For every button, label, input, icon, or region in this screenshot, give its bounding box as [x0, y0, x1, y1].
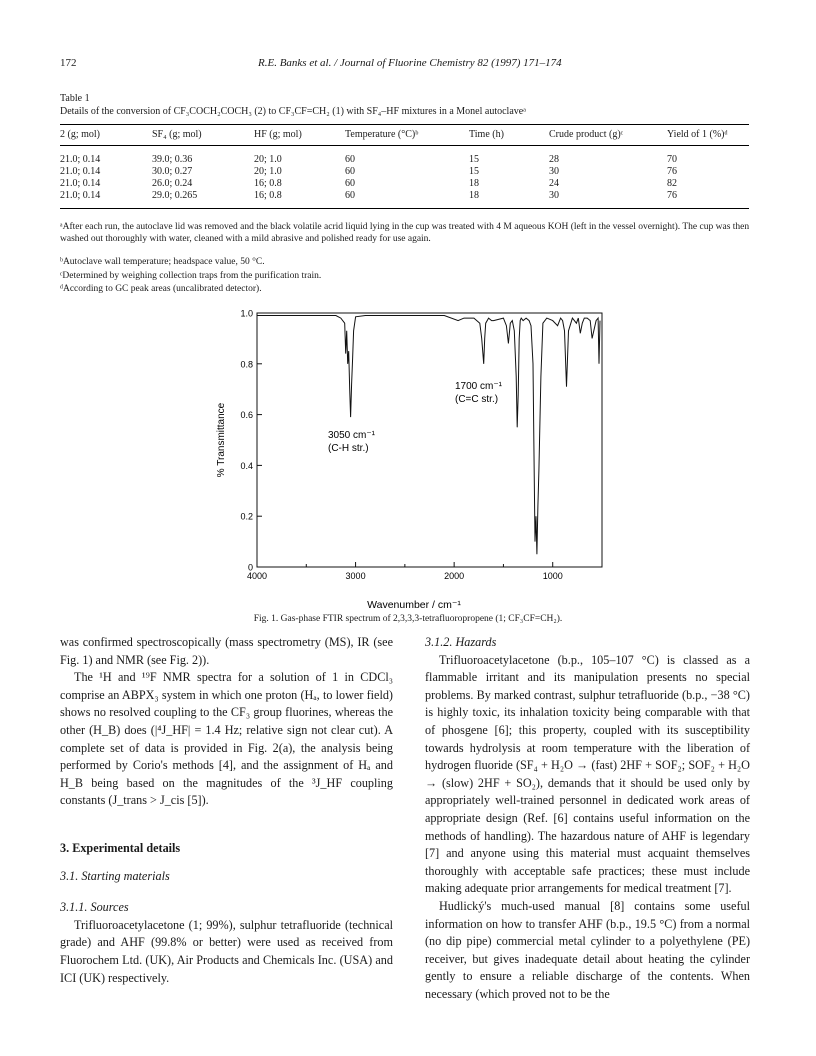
table-header-row [60, 125, 749, 146]
table-footnote: ᵈAccording to GC peak areas (uncalibrated detector). [60, 284, 262, 294]
annotation-cc-stretch-wavenumber: 1700 cm⁻¹ [455, 381, 502, 392]
plot-frame [257, 313, 602, 567]
table-cell: 60 [345, 166, 355, 177]
paragraph: was confirmed spectroscopically (mass spectrometry (MS), IR (see Fig. 1) and NMR (see Fig. 2)). [60, 635, 393, 667]
figure-caption: Fig. 1. Gas-phase FTIR spectrum of 2,3,3,3-tetrafluoropropene (1; CF₃CF=CH₂). [253, 614, 563, 624]
table-row [60, 166, 749, 178]
right-column [425, 634, 750, 1003]
running-head: R.E. Banks et al. / Journal of Fluorine Chemistry 82 (1997) 171–174 [258, 57, 562, 69]
column-header: Crude product (g)ᶜ [549, 125, 667, 146]
y-tick-label: 0.8 [240, 359, 253, 370]
table-cell: 18 [469, 190, 549, 209]
y-tick-label: 1.0 [240, 308, 253, 319]
table-cell: 30.0; 0.27 [152, 166, 193, 177]
table-cell: 76 [667, 166, 677, 177]
annotation-cc-stretch-label: (C=C str.) [455, 394, 499, 405]
table-cell: 60 [345, 190, 469, 209]
page-number: 172 [60, 57, 77, 69]
table-cell: 21.0; 0.14 [60, 154, 101, 165]
table-cell: 24 [549, 178, 559, 189]
paragraph: Trifluoroacetylacetone (b.p., 105–107 °C) is classed as a flammable irritant and its manipulation presents no special problems. By marked contrast, sulphur tetrafluoride (b.p., −38 °C) is highly toxic, its inhalation toxicity being comparable with that of phosgene [6]; this property, coupled with its susceptibility towards hydrolysis at room temperature with the liberation of hydrogen fluoride (SF₄ + H₂O → (fast) 2HF + SOF₂; SOF₂ + H₂O → (slow) 2HF + SO₂), demands that it should be used only by appropriately well-trained personnel in dedicated work areas of appropriate design (Ref. [6] contains useful information on the methods of handling). The hazardous nature of AHF is legendary [7] and anyone using this material must acquaint themselves thoroughly with acceptable safe practices; these must include making adequate prior arrangements for medical treatment [7]. [425, 652, 750, 896]
table-cell: 21.0; 0.14 [60, 166, 101, 177]
table-cell: 26.0; 0.24 [152, 178, 193, 189]
column-header: HF (g; mol) [254, 125, 345, 146]
table-label: Table 1 [60, 93, 90, 104]
paragraph: The ¹H and ¹⁹F NMR spectra for a solution of 1 in CDCl₃ comprise an ABPX₃ system in which one proton (Hₐ, to lower field) shows no resolved coupling to the CF₃ group fluorines, whereas the other (H_B) does (|⁴J_HF| = 1.4 Hz; relative sign not clear cut). A complete set of data is provided in Fig. 2(a), the analysis being performed by Corio's methods [4], and the assignment of Hₐ and H_B being based on the magnitudes of the ³J_HF coupling constants (J_trans > J_cis [5]). [60, 670, 393, 808]
data-table [60, 124, 749, 209]
paragraph: Trifluoroacetylacetone (1; 99%), sulphur tetrafluoride (technical grade) and AHF (99.8% or better) were used as received from Fluorochem Ltd. (UK), Air Products and Chemicals Inc. (USA) and ICI (UK) respectively. [60, 917, 393, 985]
table-row [60, 178, 749, 190]
column-header: 2 (g; mol) [60, 125, 152, 146]
subsubsection-heading: 3.1.2. Hazards [425, 635, 497, 649]
table-cell: 30 [549, 190, 667, 209]
table-footnote: ᶜDetermined by weighing collection traps from the purification train. [60, 271, 322, 281]
x-tick-label: 3000 [345, 571, 366, 581]
y-axis-label: % Transmittance [216, 402, 227, 478]
section-heading: 3. Experimental details [60, 840, 181, 855]
table-cell: 21.0; 0.14 [60, 190, 152, 209]
x-tick-label: 2000 [444, 571, 465, 581]
table-cell: 70 [667, 154, 677, 165]
table-caption: Details of the conversion of CF₃COCH₂COCH₃ (2) to CF₃CF=CH₂ (1) with SF₄–HF mixtures in a Monel autoclaveᵃ [60, 106, 526, 117]
column-header: Yield of 1 (%)ᵈ [667, 125, 749, 146]
x-axis-label: Wavenumber / cm⁻¹ [367, 599, 461, 611]
plot-border [257, 313, 602, 567]
column-header: Temperature (°C)ᵇ [345, 125, 469, 146]
table-row [60, 190, 749, 209]
x-axis-ticks [247, 562, 563, 581]
table-cell: 30 [549, 166, 559, 177]
table-cell: 82 [667, 178, 677, 189]
table-footnote: ᵃAfter each run, the autoclave lid was removed and the black volatile acrid liquid lying in the cup was treated with 4 M aqueous KOH (left in the vessel overnight). The cup was then washed out thoroughly with water, cleaned with a mild abrasive and polished ready for use again. [60, 222, 750, 245]
table-cell: 60 [345, 178, 355, 189]
y-axis-ticks [240, 309, 262, 573]
table-cell: 15 [469, 166, 479, 177]
y-tick-label: 0 [247, 562, 253, 573]
table-row [60, 146, 749, 167]
table-cell: 28 [549, 154, 559, 165]
y-tick-label: 0.6 [240, 410, 253, 421]
table-cell: 20; 1.0 [254, 166, 282, 177]
y-tick-label: 0.2 [240, 511, 253, 522]
annotation-ch-stretch-wavenumber: 3050 cm⁻¹ [328, 430, 375, 441]
table-cell: 18 [469, 178, 479, 189]
column-header: Time (h) [469, 125, 549, 146]
table-cell: 21.0; 0.14 [60, 178, 101, 189]
table-cell: 16; 0.8 [254, 190, 345, 209]
table-cell: 39.0; 0.36 [152, 154, 193, 165]
table-cell: 29.0; 0.265 [152, 190, 254, 209]
left-column [60, 634, 393, 987]
paragraph: Hudlický's much-used manual [8] contains some useful information on how to transfer AHF (b.p., 19.5 °C) from a normal (no dip pipe) commercial metal cylinder to a polyethylene (PE) receiver, but gives inadequate detail about heating the cylinder gently to ensure a reliable discharge of the contents. When necessary (which proved not to be the [425, 898, 750, 1001]
ftir-spectrum-chart [200, 305, 620, 613]
table-cell: 16; 0.8 [254, 178, 282, 189]
subsection-heading: 3.1. Starting materials [60, 868, 170, 883]
subsubsection-heading: 3.1.1. Sources [60, 900, 129, 915]
annotation-ch-stretch-label: (C-H str.) [328, 443, 369, 454]
table-cell: 15 [469, 154, 479, 165]
table-footnote: ᵇAutoclave wall temperature; headspace value, 50 °C. [60, 257, 265, 267]
column-header: SF₄ (g; mol) [152, 125, 254, 146]
table-cell: 20; 1.0 [254, 154, 282, 165]
spectrum-series-line [257, 316, 600, 555]
x-tick-label: 1000 [542, 571, 563, 581]
y-tick-label: 0.4 [240, 460, 253, 471]
x-tick-label: 4000 [246, 571, 268, 581]
table-cell: 60 [345, 154, 355, 165]
table-cell: 76 [667, 190, 749, 209]
